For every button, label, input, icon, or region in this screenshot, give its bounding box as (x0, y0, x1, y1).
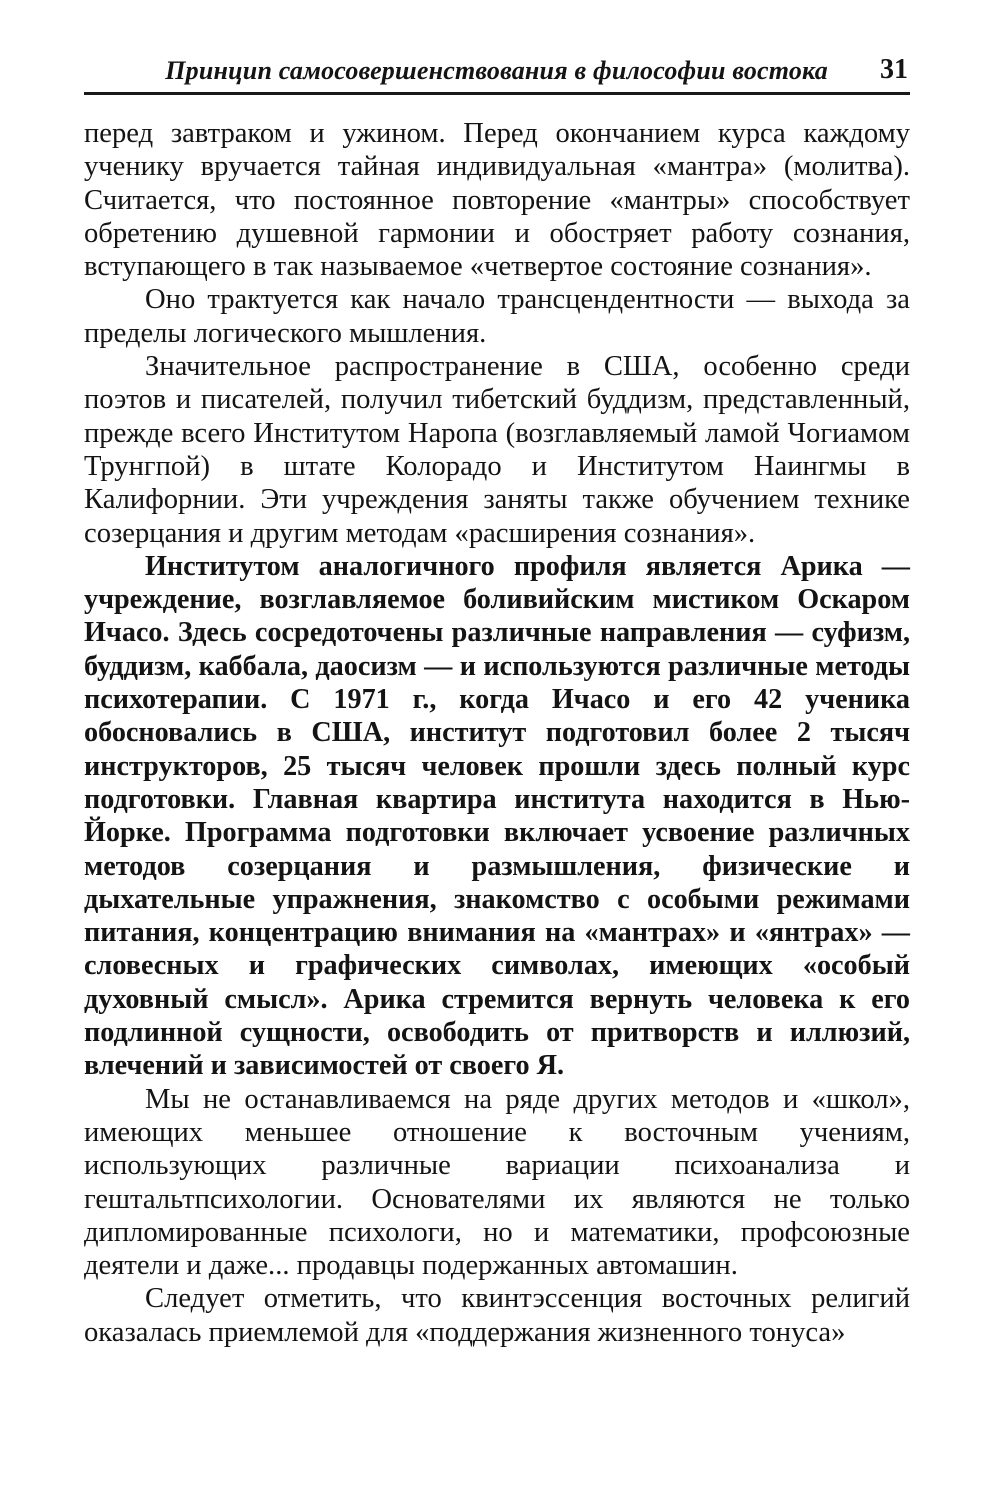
paragraph-6: Следует отметить, что квинтэссенция восточных религий оказалась приемлемой для «поддержания жизненного тонуса» (84, 1283, 910, 1348)
page-header (84, 52, 910, 95)
paragraph-4: Институтом аналогичного профиля является Арика — учреждение, возглавляемое боливийским мистиком Оскаром Ичасо. Здесь сосредоточены различные направления — суфизм, буддизм, каббала, даосизм — и используются различные методы психотерапии. С 1971 г., когда Ичасо и его 42 ученика обосновались в США, институт подготовил более 2 тысяч инструкторов, 25 тысяч человек прошли здесь полный курс подготовки. Главная квартира института находится в Нью-Йорке. Программа подготовки включает усвоение различных методов созерцания и размышления, физические и дыхательные упражнения, знакомство с особыми режимами питания, концентрацию внимания на «мантрах» и «янтрах» — словесных и графических символах, имеющих «особый духовный смысл». Арика стремится вернуть человека к его подлинной сущности, освободить от притворств и иллюзий, влечений и зависимостей от своего Я. (84, 550, 910, 1082)
paragraph-1: перед завтраком и ужином. Перед окончанием курса каждому ученику вручается тайная индивидуальная «мантра» (молитва). Считается, что постоянное повторение «мантры» способствует обретению душевной гармонии и обостряет работу сознания, вступающего в так называемое «четвертое состояние сознания». (84, 118, 910, 283)
page-number: 31 (880, 54, 908, 85)
running-title: Принцип самосовершенствования в философии востока (165, 56, 828, 85)
paragraph-3: Значительное распространение в США, особенно среди поэтов и писателей, получил тибетский буддизм, представленный, прежде всего Институтом Наропа (возглавляемый ламой Чогиамом Трунгпой) в штате Колорадо и Институтом Наингмы в Калифорнии. Эти учреждения заняты также обучением технике созерцания и другим методам «расширения сознания». (84, 351, 910, 549)
paragraph-5: Мы не останавливаемся на ряде других методов и «школ», имеющих меньшее отношение к восточным учениям, использующих различные вариации психоанализа и гештальтпсихологии. Основателями их являются не только дипломированные психологи, но и математики, профсоюзные деятели и даже... продавцы подержанных автомашин. (84, 1083, 910, 1282)
body-text (84, 117, 910, 1349)
paragraph-2: Оно трактуется как начало трансцендентности — выхода за пределы логического мышления. (84, 284, 910, 349)
